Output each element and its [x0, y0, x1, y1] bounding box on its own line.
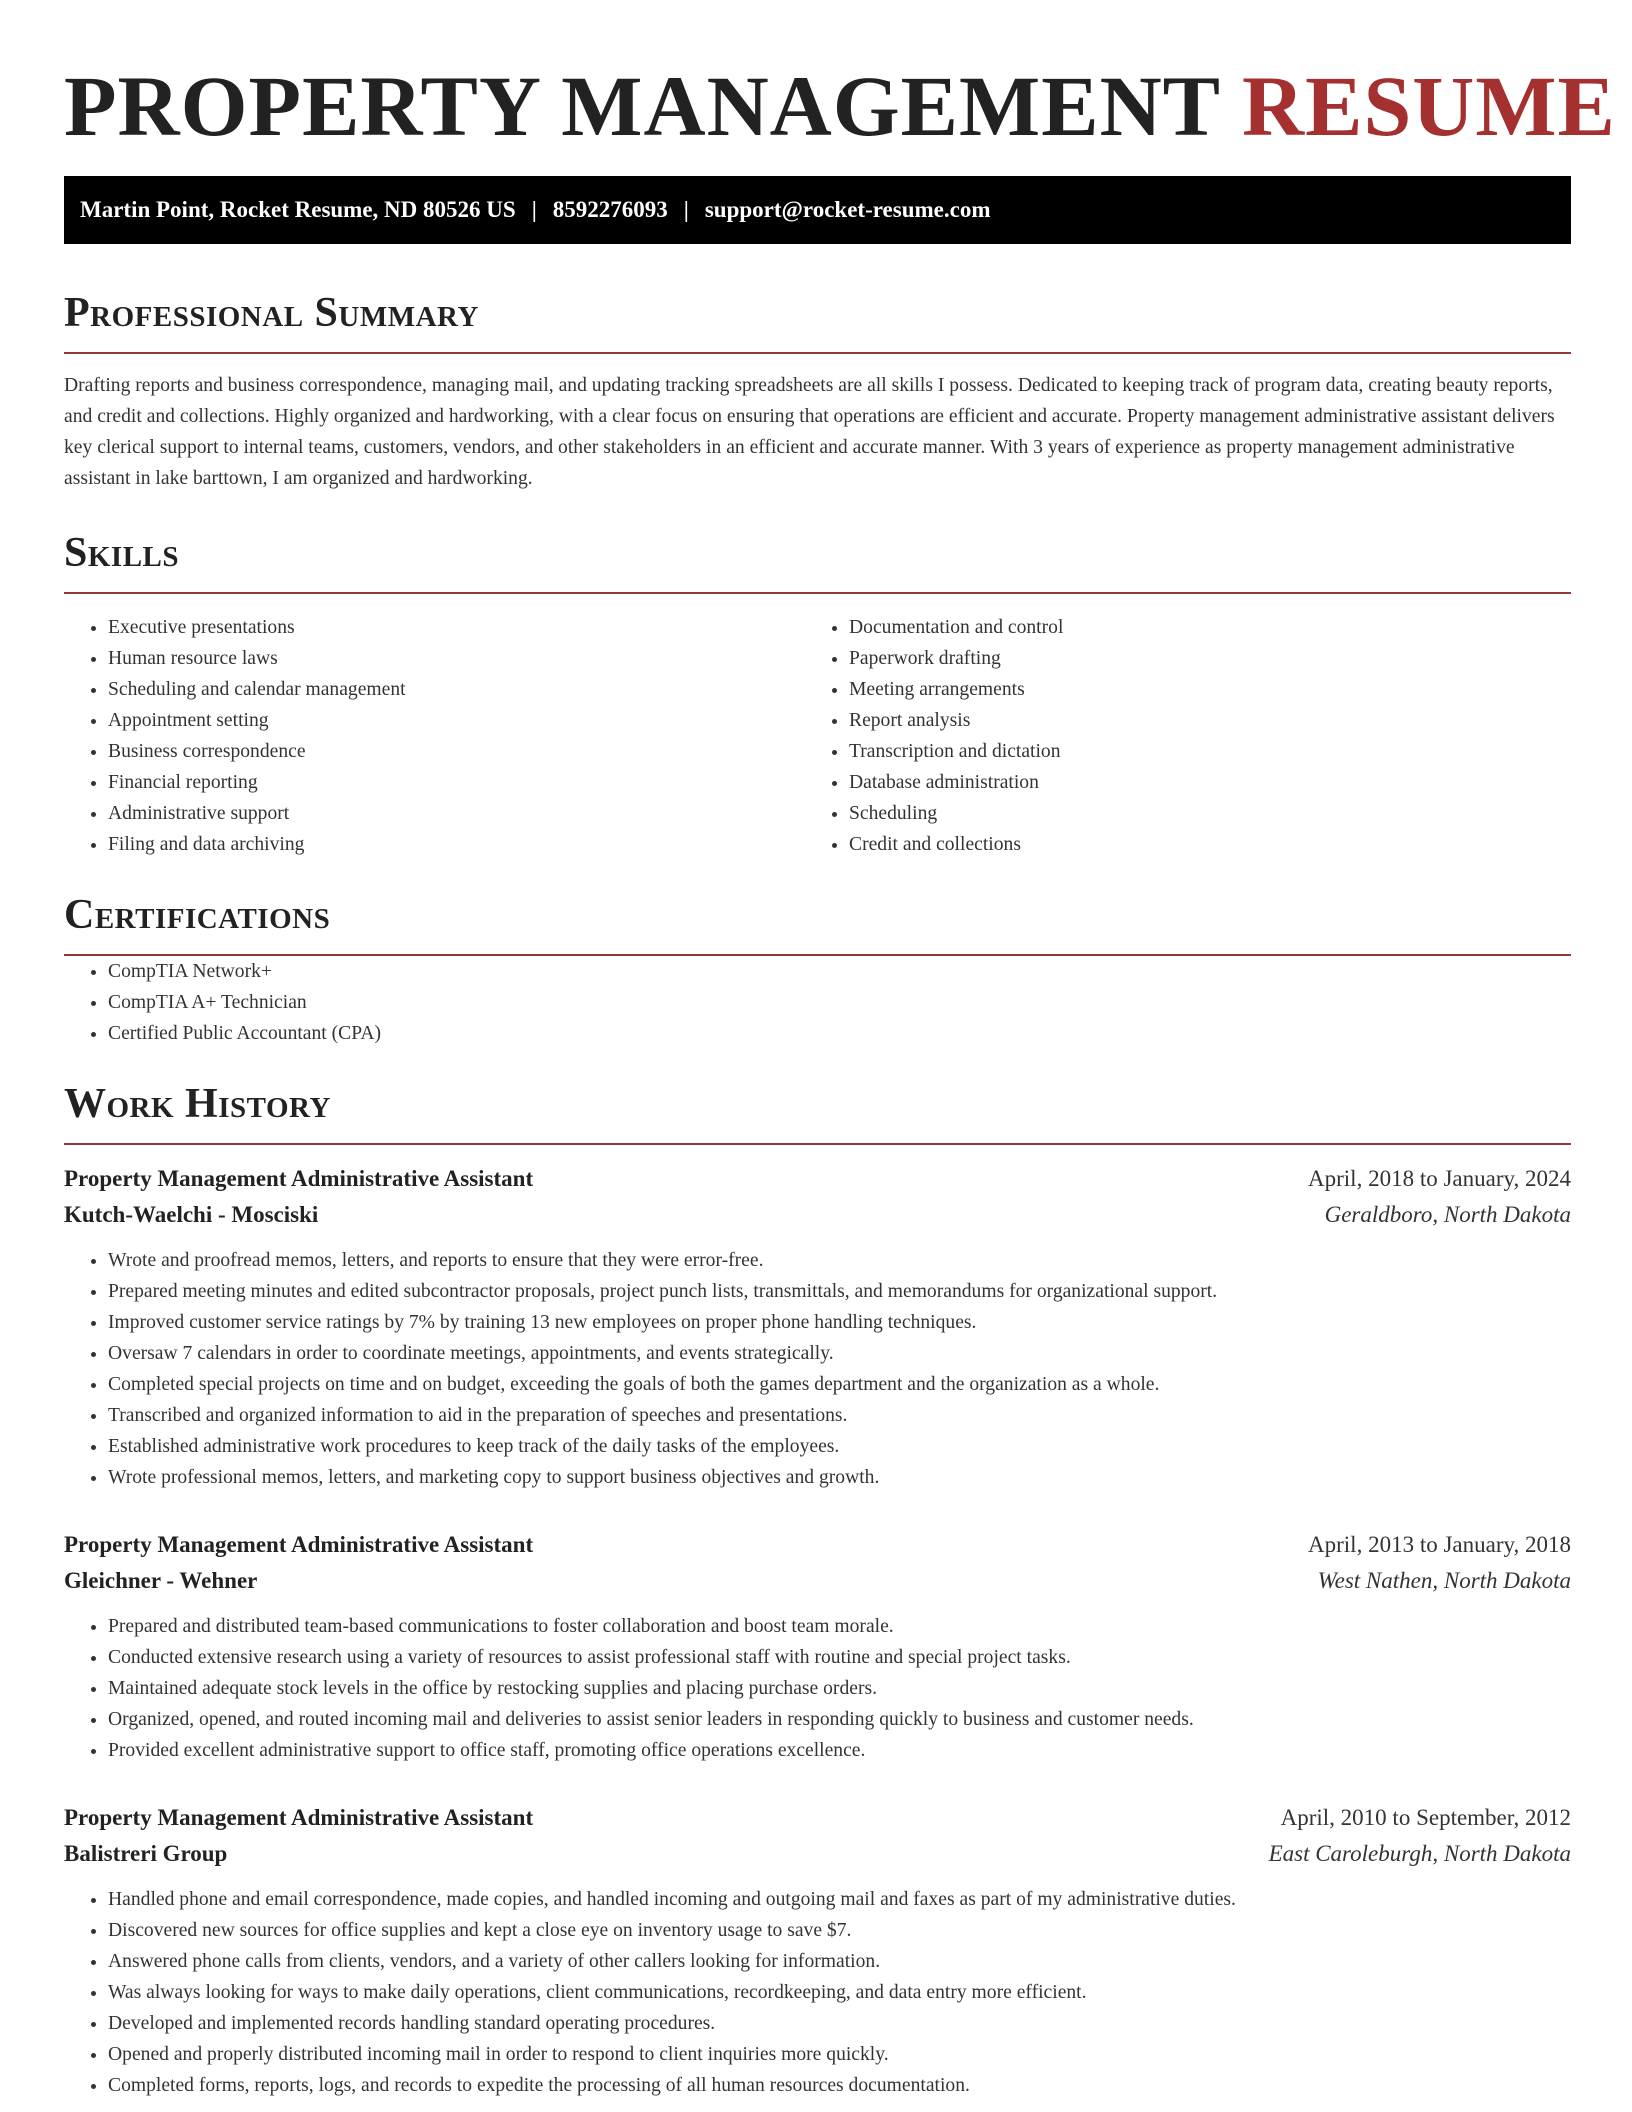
skill-item: • Report analysis [849, 705, 1546, 736]
job-dates: April, 2010 to September, 2012 [1280, 1805, 1571, 1830]
job-duty: • Conducted extensive research using a variety of resources to assist professional staff with routine and special project tasks. [108, 1642, 1571, 1673]
job-title: Property Management Administrative Assistant [64, 1532, 534, 1557]
job-company-row [64, 1197, 1571, 1233]
job-duty: • Completed special projects on time and on budget, exceeding the goals of both the games department and the organization as a whole. [108, 1369, 1571, 1400]
skills-grid [64, 612, 1571, 860]
job-title: Property Management Administrative Assistant [64, 1805, 534, 1830]
job-duty: • Wrote and proofread memos, letters, and reports to ensure that they were error-free. [108, 1245, 1571, 1276]
skill-item: • Scheduling and calendar management [108, 674, 805, 705]
skill-item: • Executive presentations [108, 612, 805, 643]
contact-bar [64, 176, 1571, 244]
job-duty: • Transcribed and organized information to aid in the preparation of speeches and presentations. [108, 1400, 1571, 1431]
job-duty: • Wrote professional memos, letters, and marketing copy to support business objectives and growth. [108, 1462, 1571, 1493]
job-duty: • Established administrative work procedures to keep track of the daily tasks of the employees. [108, 1431, 1571, 1462]
job-dates: April, 2013 to January, 2018 [1308, 1532, 1571, 1557]
skills-column-left [64, 612, 805, 860]
certification-item: • CompTIA Network+ [108, 956, 1571, 987]
skills-list-right [805, 612, 1546, 860]
skill-item: • Database administration [849, 767, 1546, 798]
skill-item: • Transcription and dictation [849, 736, 1546, 767]
job-duty: • Improved customer service ratings by 7% by training 13 new employees on proper phone handling techniques. [108, 1307, 1571, 1338]
job-company: Balistreri Group [64, 1841, 228, 1866]
certifications-list [64, 956, 1571, 1049]
skill-item: • Administrative support [108, 798, 805, 829]
section-heading-skills: Skills [64, 528, 1571, 594]
skills-list-left [64, 612, 805, 860]
skill-item: • Scheduling [849, 798, 1546, 829]
job-duty: • Organized, opened, and routed incoming mail and deliveries to assist senior leaders in responding quickly to business and customer needs. [108, 1704, 1571, 1735]
job-duty: • Provided excellent administrative support to office staff, promoting office operations excellence. [108, 1735, 1571, 1766]
job-duty: • Handled phone and email correspondence, made copies, and handled incoming and outgoing mail and faxes as part of my administrative duties. [108, 1884, 1571, 1915]
job-company-row [64, 1836, 1571, 1872]
job-company: Gleichner - Wehner [64, 1568, 258, 1593]
job-entry [64, 1527, 1571, 1766]
skills-column-right [805, 612, 1546, 860]
certification-item: • Certified Public Accountant (CPA) [108, 1018, 1571, 1049]
skill-item: • Meeting arrangements [849, 674, 1546, 705]
section-heading-work-history: Work History [64, 1079, 1571, 1145]
job-location: East Caroleburgh, North Dakota [1268, 1841, 1571, 1866]
skill-item: • Filing and data archiving [108, 829, 805, 860]
skill-item: • Appointment setting [108, 705, 805, 736]
job-duties-list [64, 1245, 1571, 1493]
job-title: Property Management Administrative Assistant [64, 1166, 534, 1191]
job-location: West Nathen, North Dakota [1317, 1568, 1571, 1593]
summary-text: Drafting reports and business correspondence, managing mail, and updating tracking spreadsheets are all skills I possess. Dedicated to keeping track of program data, creating beauty reports, and credit and collections. Highly organized and hardworking, with a clear focus on ensuring that operations are efficient and accurate. Property management administrative assistant delivers key clerical support to internal teams, customers, vendors, and other stakeholders in an efficient and accurate manner. With 3 years of experience as property management administrative assistant in lake barttown, I am organized and hardworking. [64, 375, 1555, 489]
job-duty: • Discovered new sources for office supplies and kept a close eye on inventory usage to save $7. [108, 1915, 1571, 1946]
resume-title [64, 56, 1616, 156]
job-duty: • Oversaw 7 calendars in order to coordinate meetings, appointments, and events strategically. [108, 1338, 1571, 1369]
job-duty: • Opened and properly distributed incoming mail in order to respond to client inquiries more quickly. [108, 2039, 1571, 2070]
job-duties-list [64, 1884, 1571, 2101]
job-company-row [64, 1563, 1571, 1599]
job-duty: • Was always looking for ways to make daily operations, client communications, recordkeeping, and data entry more efficient. [108, 1977, 1571, 2008]
skill-item: • Human resource laws [108, 643, 805, 674]
job-entry [64, 1800, 1571, 2101]
job-header-row [64, 1800, 1571, 1836]
job-duty: • Completed forms, reports, logs, and records to expedite the processing of all human resources documentation. [108, 2070, 1571, 2101]
skill-item: • Financial reporting [108, 767, 805, 798]
skill-item: • Business correspondence [108, 736, 805, 767]
job-duty: • Prepared meeting minutes and edited subcontractor proposals, project punch lists, transmittals, and memorandums for organizational support. [108, 1276, 1571, 1307]
contact-email: support@rocket-resume.com [704, 197, 991, 222]
contact-separator: | [531, 197, 537, 222]
section-heading-summary: Professional Summary [64, 288, 1571, 354]
contact-phone: 8592276093 [552, 197, 668, 222]
job-entry [64, 1161, 1571, 1493]
job-duties-list [64, 1611, 1571, 1766]
job-company: Kutch-Waelchi - Mosciski [64, 1202, 319, 1227]
job-header-row [64, 1527, 1571, 1563]
section-heading-certifications: Certifications [64, 890, 1571, 956]
skill-item: • Credit and collections [849, 829, 1546, 860]
job-duty: • Developed and implemented records handling standard operating procedures. [108, 2008, 1571, 2039]
title-accent: RESUME [1241, 58, 1616, 154]
resume-content [64, 0, 1616, 2101]
job-header-row [64, 1161, 1571, 1197]
skill-item: • Documentation and control [849, 612, 1546, 643]
job-duty: • Answered phone calls from clients, vendors, and a variety of other callers looking for information. [108, 1946, 1571, 1977]
contact-separator: | [683, 197, 689, 222]
job-duty: • Maintained adequate stock levels in the office by restocking supplies and placing purchase orders. [108, 1673, 1571, 1704]
title-main: PROPERTY MANAGEMENT [64, 58, 1220, 154]
contact-address: Martin Point, Rocket Resume, ND 80526 US [80, 197, 516, 222]
job-duty: • Prepared and distributed team-based communications to foster collaboration and boost team morale. [108, 1611, 1571, 1642]
skill-item: • Paperwork drafting [849, 643, 1546, 674]
job-dates: April, 2018 to January, 2024 [1308, 1166, 1571, 1191]
job-location: Geraldboro, North Dakota [1324, 1202, 1571, 1227]
certification-item: • CompTIA A+ Technician [108, 987, 1571, 1018]
